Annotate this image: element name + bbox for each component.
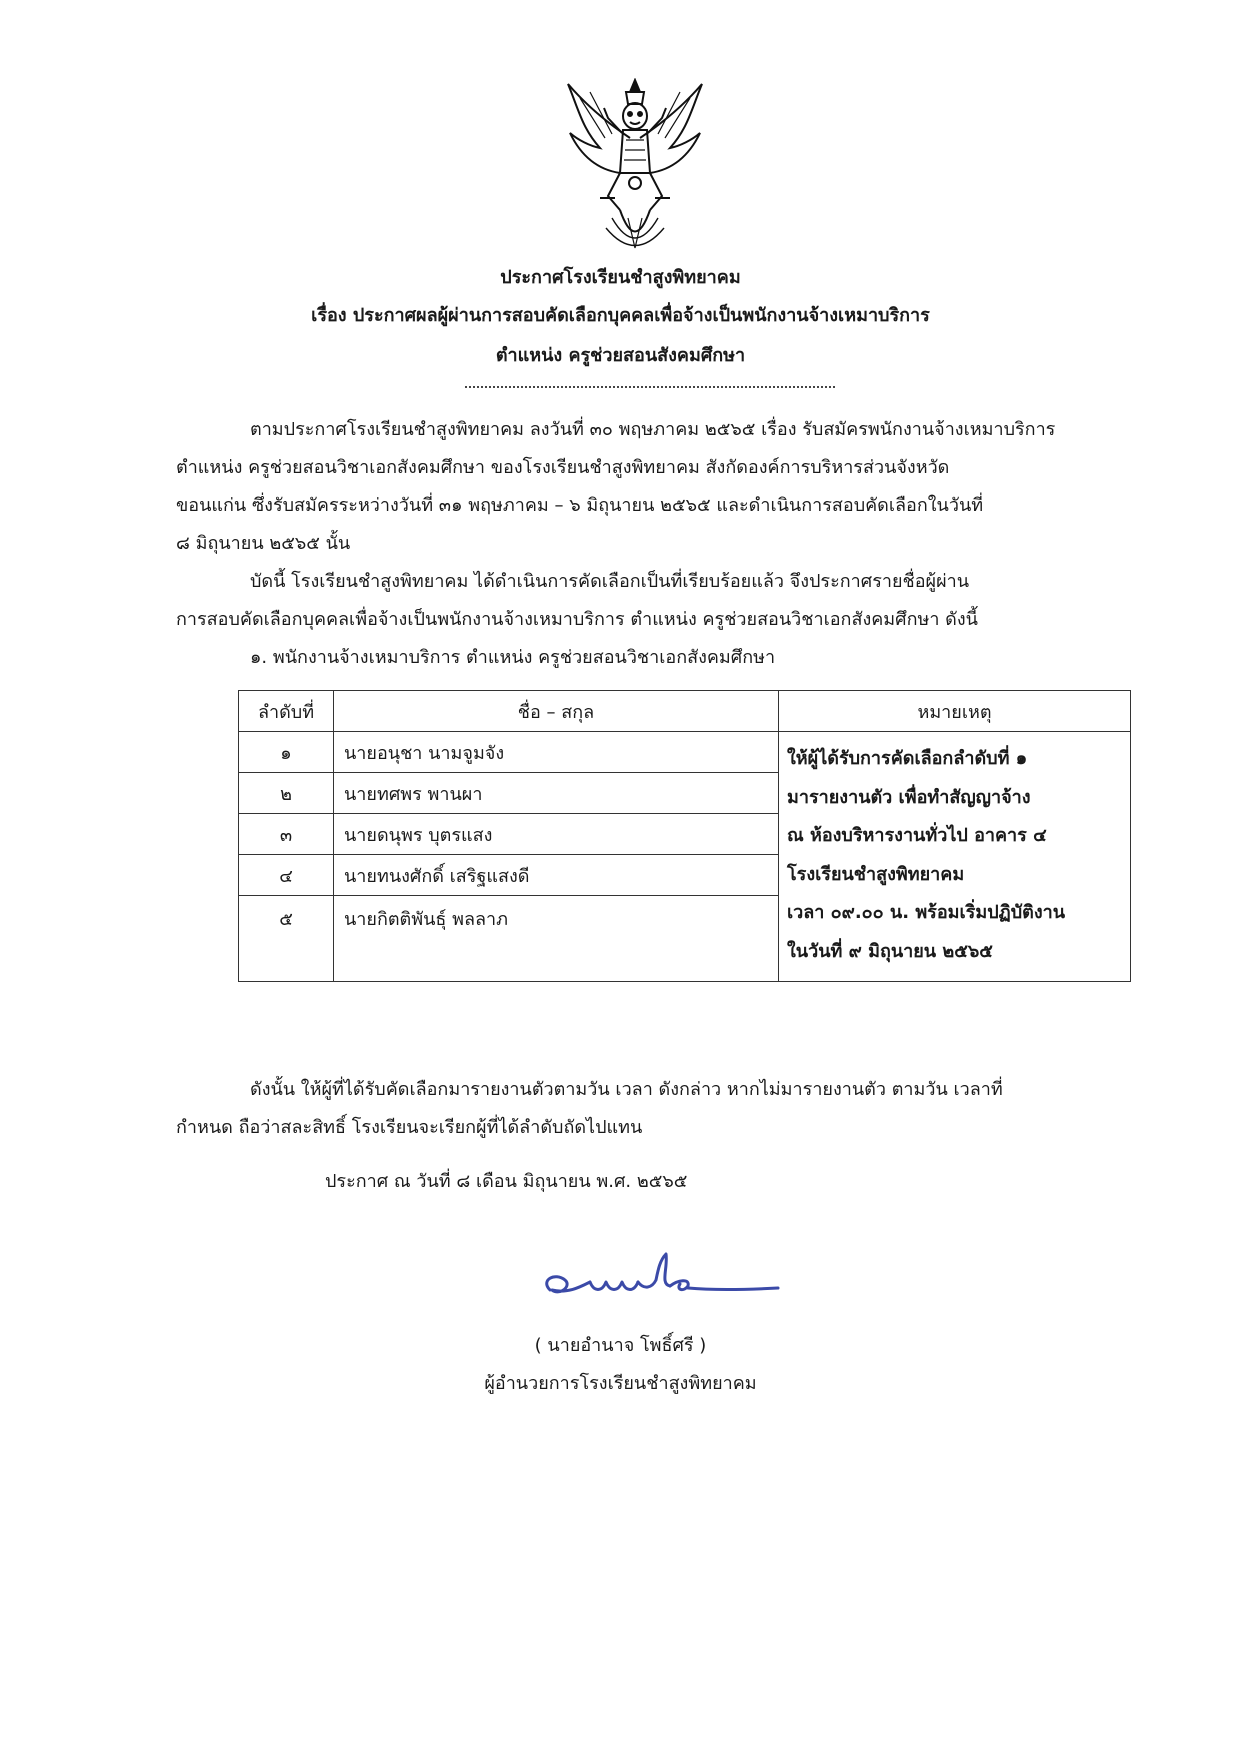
column-header-order: ลำดับที่ [239,691,334,732]
remark-line: ให้ผู้ได้รับการคัดเลือกลำดับที่ ๑ [787,748,1028,769]
body-paragraph-2-line-1: บัดนี้ โรงเรียนชำสูงพิทยาคม ได้ดำเนินการคัดเลือกเป็นที่เรียบร้อยแล้ว จึงประกาศรายชื่อผู้ผ่าน [250,571,970,592]
row-name: นายกิตติพันธุ์ พลลาภ [334,896,779,982]
signatory-name: ( นายอำนาจ โพธิ์ศรี ) [534,1335,707,1356]
dotted-divider [465,386,835,388]
body-paragraph-1-line-1: ตามประกาศโรงเรียนชำสูงพิทยาคม ลงวันที่ ๓๐ พฤษภาคม ๒๕๖๕ เรื่อง รับสมัครพนักงานจ้างเหมาบริการ [250,419,1056,440]
column-header-remark: หมายเหตุ [779,691,1131,732]
announcement-title: ประกาศโรงเรียนชำสูงพิทยาคม [500,267,741,288]
remark-line: มารายงานตัว เพื่อทำสัญญาจ้าง [787,786,1031,808]
row-name: นายทนงศักดิ์ เสริฐแสงดี [334,855,779,896]
announcement-date: ประกาศ ณ วันที่ ๘ เดือน มิถุนายน พ.ศ. ๒๕๖๕ [325,1171,688,1192]
signatory-title: ผู้อำนวยการโรงเรียนชำสูงพิทยาคม [484,1373,757,1394]
row-name: นายดนุพร บุตรแสง [334,814,779,855]
remark-cell [779,732,1131,982]
row-name: นายทศพร พานผา [334,773,779,814]
remark-line: ณ ห้องบริหารงานทั่วไป อาคาร ๔ [787,825,1047,846]
table-header-row [239,691,1131,732]
row-order: ๑ [239,732,334,773]
remark-line: เวลา ๐๙.๐๐ น. พร้อมเริ่มปฏิบัติงาน [787,902,1066,923]
body-paragraph-1-line-3: ขอนแก่น ซึ่งรับสมัครระหว่างวันที่ ๓๑ พฤษภาคม – ๖ มิถุนายน ๒๕๖๕ และดำเนินการสอบคัดเลือกในวันที่ [176,495,984,516]
row-order: ๔ [239,855,334,896]
body-paragraph-1-line-4: ๘ มิถุนายน ๒๕๖๕ นั้น [176,533,351,554]
closing-line-1: ดังนั้น ให้ผู้ที่ได้รับคัดเลือกมารายงานตัวตามวัน เวลา ดังกล่าว หากไม่มารายงานตัว ตามวัน เวลาที่ [250,1079,1003,1100]
garuda-emblem-icon [560,78,710,258]
column-header-name: ชื่อ – สกุล [334,691,779,732]
list-item-1: ๑. พนักงานจ้างเหมาบริการ ตำแหน่ง ครูช่วยสอนวิชาเอกสังคมศึกษา [250,647,776,668]
body-paragraph-1-line-2: ตำแหน่ง ครูช่วยสอนวิชาเอกสังคมศึกษา ของโรงเรียนชำสูงพิทยาคม สังกัดองค์การบริหารส่วนจังหวัด [176,457,950,478]
row-order: ๓ [239,814,334,855]
closing-line-2: กำหนด ถือว่าสละสิทธิ์ โรงเรียนจะเรียกผู้ที่ได้ลำดับถัดไปแทน [176,1117,643,1138]
announcement-subject: เรื่อง ประกาศผลผู้ผ่านการสอบคัดเลือกบุคคลเพื่อจ้างเป็นพนักงานจ้างเหมาบริการ [311,305,930,326]
body-paragraph-2-line-2: การสอบคัดเลือกบุคคลเพื่อจ้างเป็นพนักงานจ้างเหมาบริการ ตำแหน่ง ครูช่วยสอนวิชาเอกสังคมศึกษา ดังนี้ [176,609,978,630]
row-name: นายอนุชา นามจูมจัง [334,732,779,773]
selection-results-table [238,690,1131,982]
row-order: ๒ [239,773,334,814]
table-row [239,732,1131,773]
handwritten-signature-icon [520,1240,790,1320]
row-order: ๕ [239,896,334,982]
remark-line: โรงเรียนชำสูงพิทยาคม [787,863,965,885]
announcement-position: ตำแหน่ง ครูช่วยสอนสังคมศึกษา [495,345,746,366]
remark-line: ในวันที่ ๙ มิถุนายน ๒๕๖๕ [787,940,993,962]
